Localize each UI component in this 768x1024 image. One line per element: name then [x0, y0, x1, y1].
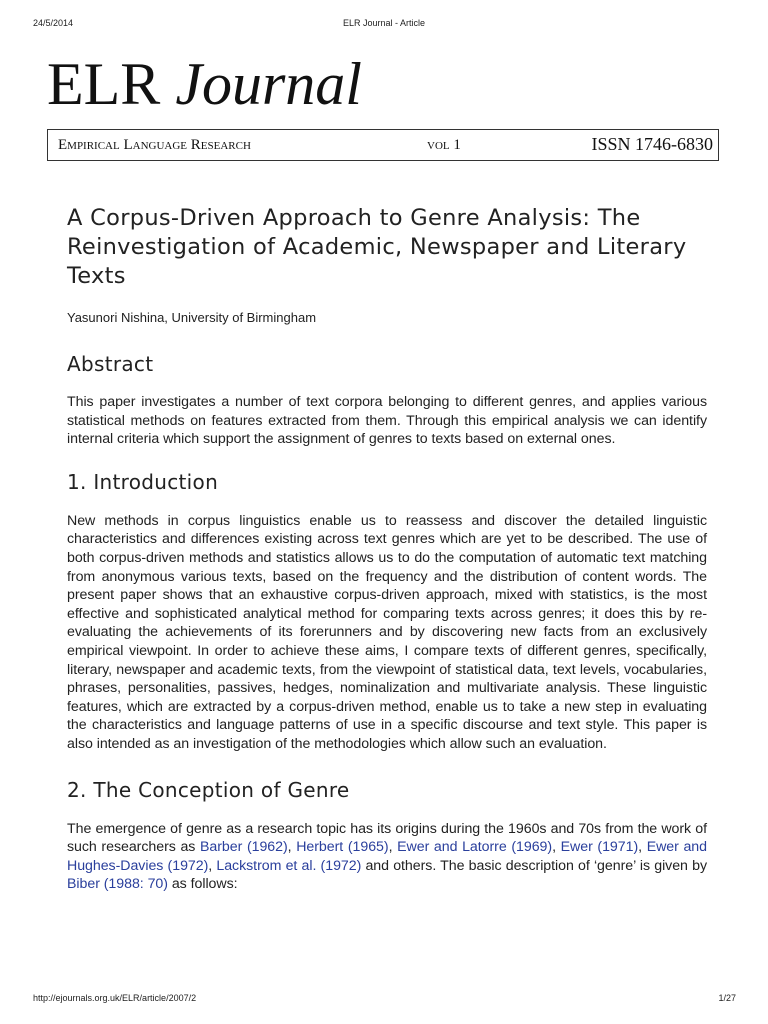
introduction-paragraph: New methods in corpus linguistics enable us to reassess and discover the detailed linguistic characteristics and differences existing across text genres which are yet to be described. The use of both corpus-driven methods and statistics allows us to do the computation of automatic text matching from anonymous various texts, based on the frequency and the distribution of content words. The present paper shows that an exhaustive corpus-driven approach, mixed with statistics, is the most effective and sophisticated analytical method for comparing texts across genres; it does this by re-evaluating the achievements of its forerunners and by discovering new facts from an exclusively empirical viewpoint. In order to achieve these aims, I compare texts of different genres, specifically, literary, newspaper and academic texts, from the viewpoint of statistical data, text levels, vocabularies, phrases, personalities, passives, hedges, nominalization and multivariate analysis. These linguistic features, which are extracted by a corpus-driven method, enable us to take a new step in evaluating the characteristics and language patterns of use in a specific discourse and text style. This paper is also intended as an investigation of the methodologies which allow such an evaluation. — [67, 512, 707, 752]
print-header — [0, 18, 768, 32]
journal-volume: vol 1 — [427, 137, 461, 153]
article-title: A Corpus-Driven Approach to Genre Analysis: The Reinvestigation of Academic, Newspaper and Literary Texts — [67, 205, 687, 289]
article-body — [67, 204, 707, 894]
journal-masthead — [47, 52, 362, 116]
citation-link-ewer-latorre[interactable]: Ewer and Latorre (1969) — [397, 839, 553, 856]
genre-text: , — [638, 839, 647, 856]
genre-text: , — [388, 839, 398, 856]
citation-link-biber[interactable]: Biber (1988: 70) — [67, 876, 168, 893]
article-author: Yasunori Nishina, University of Birmingham — [67, 310, 317, 325]
citation-link-herbert[interactable]: Herbert (1965) — [296, 839, 389, 856]
introduction-heading: 1. Introduction — [67, 469, 219, 494]
citation-link-ewer-hughes-davies[interactable]: Ewer and Hughes-Davies (1972) — [67, 839, 707, 874]
citation-link-barber[interactable]: Barber (1962) — [200, 839, 288, 856]
genre-text: , — [552, 839, 561, 856]
genre-text: The emergence of genre as a research topic has its origins during the 1960s and 70s from the work of such researchers as — [67, 820, 707, 856]
abstract-heading: Abstract — [67, 352, 154, 376]
genre-text: and others. The basic description of ‘genre’ is given by — [361, 857, 707, 874]
genre-heading: 2. The Conception of Genre — [67, 777, 350, 802]
masthead-elr: ELR — [47, 51, 161, 117]
citation-link-ewer[interactable]: Ewer (1971) — [560, 839, 639, 856]
genre-paragraph — [67, 820, 707, 894]
masthead-journal: Journal — [175, 51, 362, 117]
journal-subtitle: Empirical Language Research — [58, 137, 251, 153]
citation-link-lackstrom[interactable]: Lackstrom et al. (1972) — [216, 857, 362, 874]
page-counter: 1/27 — [718, 993, 736, 1003]
print-url: http://ejournals.org.uk/ELR/article/2007/2 — [33, 993, 197, 1003]
journal-issn: ISSN 1746-6830 — [591, 134, 713, 154]
genre-text: , — [287, 839, 297, 856]
print-page-title: ELR Journal - Article — [342, 18, 426, 28]
journal-banner — [47, 129, 719, 161]
print-footer — [0, 993, 768, 1007]
genre-text: , — [208, 857, 217, 874]
print-date: 24/5/2014 — [33, 18, 74, 28]
abstract-paragraph: This paper investigates a number of text corpora belonging to different genres, and applies various statistical methods on features extracted from them. Through this empirical analysis we can identify internal criteria which support the assignment of genres to texts based on external ones. — [67, 394, 707, 448]
genre-text: as follows: — [167, 876, 238, 893]
